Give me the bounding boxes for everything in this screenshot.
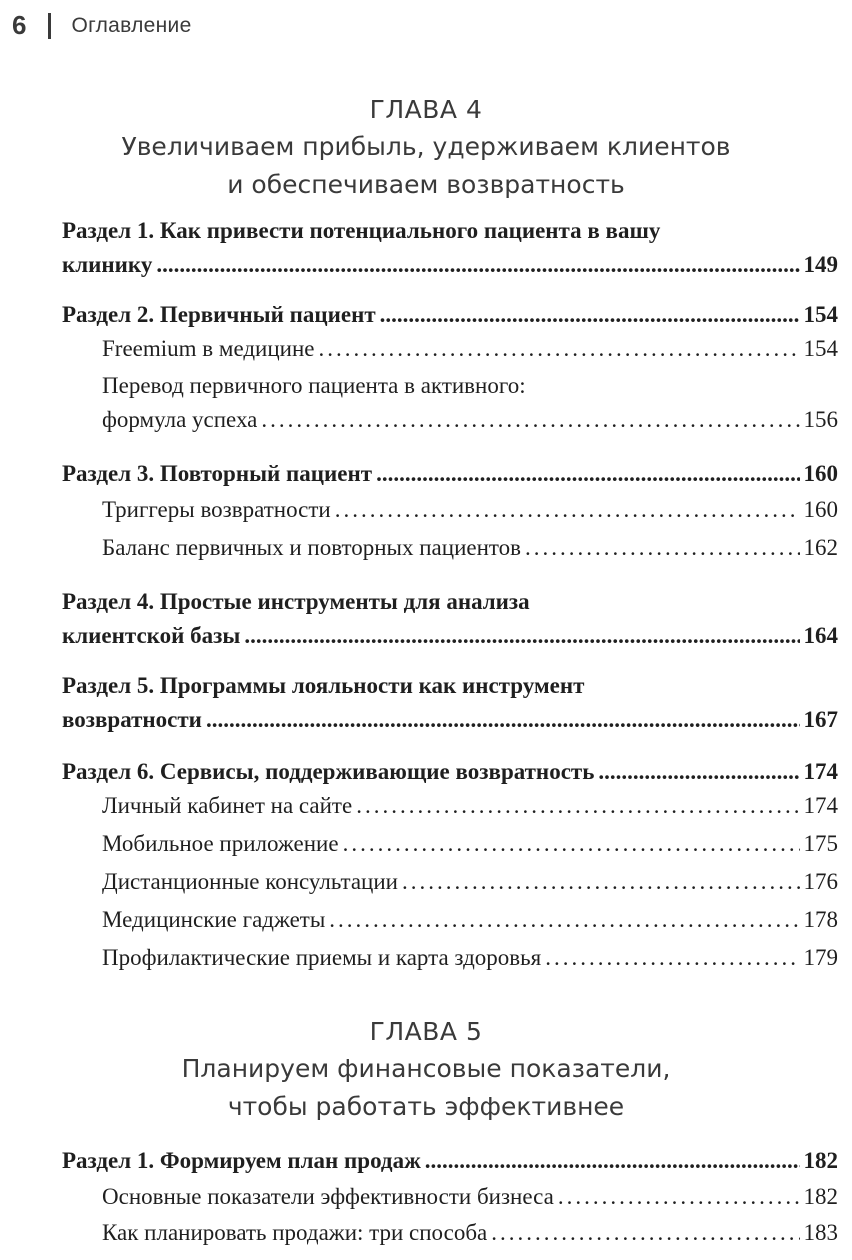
running-title: Оглавление <box>71 13 192 37</box>
dot-leader <box>319 332 800 366</box>
dot-leader <box>380 298 800 332</box>
toc-subsection-entry[interactable] <box>102 903 838 937</box>
toc-page-number: 160 <box>803 497 838 522</box>
toc-entry-title-line: Раздел 1. Как привести потенциального пациента в вашу <box>62 218 661 243</box>
toc-section-entry[interactable] <box>62 298 838 332</box>
dot-leader <box>156 248 799 282</box>
toc-entry-title: Дистанционные консультации <box>102 869 398 894</box>
toc-entry-title: клиентской базы <box>62 623 241 648</box>
toc-page-number: 154 <box>803 336 838 361</box>
dot-leader <box>329 903 799 937</box>
dot-leader <box>402 865 800 899</box>
toc-section-entry[interactable] <box>62 1144 838 1178</box>
dot-leader <box>558 1180 800 1214</box>
toc-subsection-entry[interactable] <box>102 789 838 823</box>
toc-page-number: 182 <box>803 1148 838 1173</box>
toc-subsection-entry[interactable] <box>102 941 838 975</box>
toc-page-number: 164 <box>803 623 838 648</box>
chapter-label: ГЛАВА 4 <box>369 95 483 124</box>
toc-list <box>62 214 838 975</box>
toc-entry-title: Основные показатели эффективности бизнеса <box>102 1184 554 1209</box>
toc-subsection-entry[interactable] <box>102 865 838 899</box>
toc-subsection-entry[interactable] <box>102 369 838 437</box>
toc-entry-title: Личный кабинет на сайте <box>102 793 353 818</box>
chapter-heading <box>0 1014 852 1126</box>
toc-entry-title: Freemium в медицине <box>102 336 315 361</box>
toc-page-number: 174 <box>803 793 838 818</box>
toc-entry-title: Как планировать продажи: три способа <box>102 1220 488 1245</box>
dot-leader <box>356 789 799 823</box>
dot-leader <box>545 941 799 975</box>
chapter-label: ГЛАВА 5 <box>369 1017 483 1046</box>
toc-entry-title: клинику <box>62 252 153 277</box>
toc-page-number: 149 <box>803 252 838 277</box>
dot-leader <box>261 403 799 437</box>
toc-page-number: 156 <box>803 407 838 432</box>
toc-subsection-entry[interactable] <box>102 531 838 565</box>
toc-subsection-entry[interactable] <box>102 1216 838 1250</box>
toc-entry-title: возвратности <box>62 707 202 732</box>
dot-leader <box>206 703 800 737</box>
dot-leader <box>425 1144 800 1178</box>
toc-entry-title: Триггеры возвратности <box>102 497 331 522</box>
chapter-heading <box>0 92 852 204</box>
toc-section-entry[interactable] <box>62 585 838 653</box>
dot-leader <box>343 827 800 861</box>
toc-page-number: 160 <box>803 461 838 486</box>
toc-page-number: 182 <box>803 1184 838 1209</box>
dot-leader <box>491 1216 799 1250</box>
toc-page-number: 154 <box>803 302 838 327</box>
toc-section-entry[interactable] <box>62 214 838 282</box>
toc-entry-title: Раздел 2. Первичный пациент <box>62 302 376 327</box>
toc-subsection-entry[interactable] <box>102 1180 838 1214</box>
dot-leader <box>376 457 799 491</box>
toc-section-entry[interactable] <box>62 755 838 789</box>
toc-entry-title: Раздел 3. Повторный пациент <box>62 461 373 486</box>
toc-entry-title: формула успеха <box>102 407 258 432</box>
toc-page-number: 162 <box>803 535 838 560</box>
chapter-title-line: и обеспечиваем возвратность <box>227 170 625 199</box>
dot-leader <box>335 493 800 527</box>
toc-page-number: 179 <box>803 945 838 970</box>
toc-subsection-entry[interactable] <box>102 827 838 861</box>
toc-entry-title: Мобильное приложение <box>102 831 339 856</box>
toc-entry-title-line: Раздел 5. Программы лояльности как инструмент <box>62 673 585 698</box>
dot-leader <box>244 619 799 653</box>
toc-page-number: 176 <box>803 869 838 894</box>
toc-list <box>62 1144 838 1250</box>
toc-subsection-entry[interactable] <box>102 493 838 527</box>
toc-entry-title: Баланс первичных и повторных пациентов <box>102 535 522 560</box>
toc-page-number: 183 <box>803 1220 838 1245</box>
toc-section-entry[interactable] <box>62 669 838 737</box>
toc-page-number: 178 <box>803 907 838 932</box>
chapter-title-line: чтобы работать эффективнее <box>227 1092 625 1121</box>
toc-page-number: 174 <box>803 759 838 784</box>
dot-leader <box>525 531 799 565</box>
toc-page-number: 167 <box>803 707 838 732</box>
toc-entry-title: Профилактические приемы и карта здоровья <box>102 945 542 970</box>
toc-entry-title: Раздел 6. Сервисы, поддерживающие возвратность <box>62 759 595 784</box>
toc-entry-title: Медицинские гаджеты <box>102 907 326 932</box>
chapter-title-line: Увеличиваем прибыль, удерживаем клиентов <box>121 132 731 161</box>
toc-section-entry[interactable] <box>62 457 838 491</box>
page-header <box>12 10 192 41</box>
toc-subsection-entry[interactable] <box>102 332 838 366</box>
header-divider <box>48 13 51 39</box>
toc-entry-title: Раздел 1. Формируем план продаж <box>62 1148 421 1173</box>
chapter-title-line: Планируем финансовые показатели, <box>181 1054 671 1083</box>
toc-entry-title-line: Раздел 4. Простые инструменты для анализа <box>62 589 530 614</box>
dot-leader <box>598 755 799 789</box>
toc-page-number: 175 <box>803 831 838 856</box>
toc-entry-title-line: Перевод первичного пациента в активного: <box>102 373 526 398</box>
page-number: 6 <box>12 10 27 40</box>
